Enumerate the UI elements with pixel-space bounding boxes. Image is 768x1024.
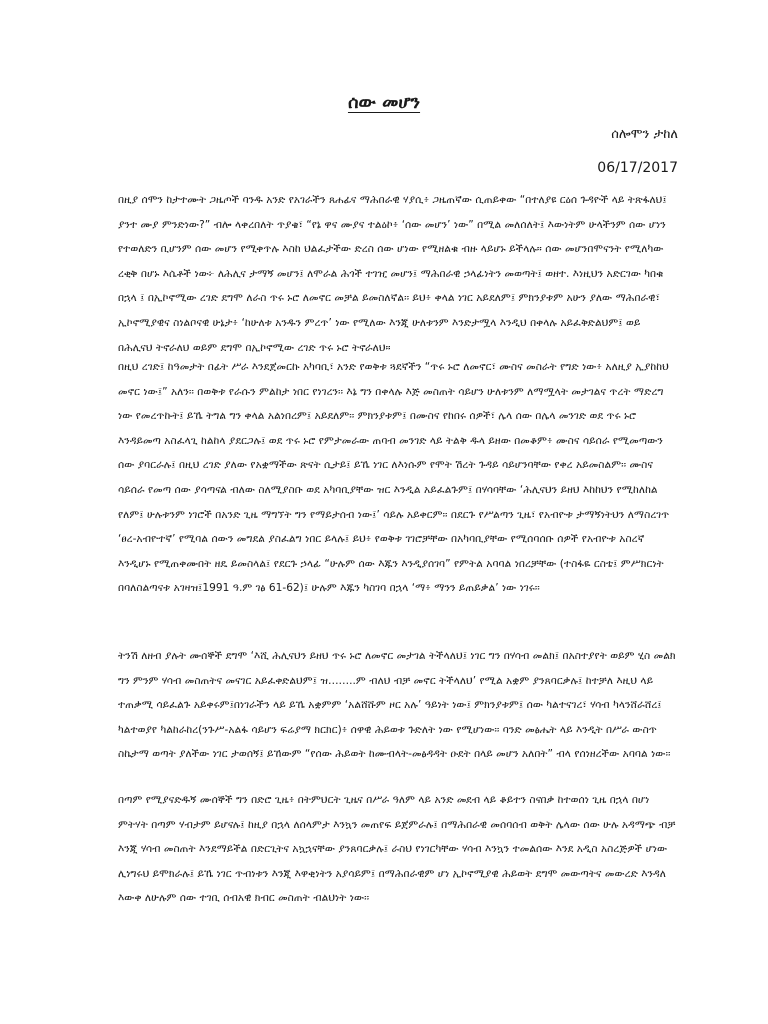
paragraph-2: በዚህ ረገድ፤ ከዓመታት በፊት ሥራ እንደጀመርኩ አካባቢ፣ አንድ የወቅቱ ጓደኛችን “ጥሩ ኑሮ ለመኖር፣ ሙስና መስራት የግድ ነው፥ አለዚያ ኢያከከህ መኖር ነው፤” አለን፡፡ በወቅቱ የራሱን ምልከታ ነበር የነገረን፡፡ እኔ ግን በቀላሉ እጅ መስጠት ሳይሆን ሁለቱንም ለማሟላት መታገልና ጥረት ማድረግ ነው የመረጥኩት፤ ይኼ ትግል ግን ቀላል አልነበረም፤ አይደለም፡፡ ምክንያቱም፤ በሙስና የከበሩ ሰዎች፣ ሌላ ሰው በሌላ መንገድ ወደ ጥሩ ኑሮ እንዳይመጣ አስፈላጊ ከልከላ ያደርጋሉ፤ ወደ ጥሩ ኑሮ የምታመራው ጠባብ መንገድ ላይ ትልቅ ዱላ ይዘው በመቆም፥ ሙስና ሳይሰራ የሚመጣውን ሰው ያባርራሉ፤ በዚህ ረገድ ያለው የአቋማችው ጽናት ሲታይ፤ ይኼ ነገር ለእነሱም የሞት ሽረት ጉዳይ ሳይሆንባቸው የቀረ አይመስልም፡፡ ሙስና ሳይሰራ የመጣ ሰው ያሳጣናል ብለው ስለሚያስቡ ወደ አካባቢያቸው ዝር እንዲል አይፈልጉም፤ በሃሳባቸው ‘ሕሊናህን ይዘህ እከከህን የሚከለከል የለም፤ ሁሉቱንም ነገሮች በአንድ ጊዜ ማግኘት ግን የማይታሰብ ነው፤’ ሳይሉ አይቀርም፡፡ በደርጉ የሥልጣን ጊዜ፣ የአብዮቱ ታማኝነትህን ለማስረገጥ ‘ፀረ-አብዮተኛ’ የሚባል ሰውን መግደል ያስፈልግ ነበር ይላሉ፤ ይህ፥ የወቅቱ ገገሮቻቸው በአካባቢያቸው የሚሰባሰቡ ሰዎች የአብዮቱ አስረኛ እንዲሆኑ የሚጠቀሙበት ዘዴ ይመስላል፤ የደርጉ ኃላፊ “ሁሉም ሰው እጁን እንዲያሰገባ” የምትል አባባል ነበረቻቸው (ተስፋዬ ርስቴ፤ ምሥክርነት በባለስልጣናቱ አገዛዝ፤1991 ዓ.ም ገፅ 61-62)፤ ሁሉም እጁን ካስገባ በኋላ ‘ማ፥ ማንን ይጠይቃል’ ነው ነገሩ፡፡ [118, 361, 670, 595]
paragraph-4: በጣም የሚያናድዱኝ ሙሰኞች ግን በድሮ ጊዜ፥ በትምህርት ጊዜና በሥራ ዓለም ላይ አንድ መደብ ላይ ቆይተን ስናበቃ ከተወሰነ ጊዜ በኋላ በሆነ ምትሃት በጣም ሃብታም ይሆናሉ፤ ከዚያ በኋላ ለሰላምታ እንኳን መጠየፍ ይጀምራሉ፤ በማሕበራዊ መሰባሰብ ወቅት ሌላው ሰው ሁሉ አዳማጭ ብቻ እንጂ ሃሳብ መስጠት እንደማይችል በድርጊትና አኳኋናቸው ያንጸባርቃሉ፤ ራስህ የነገርካቸው ሃሳብ እንኳን ተመልሰው እንደ አዲስ አስረጅዎች ሆነው ሊነግሩህ ይሞክራሉ፤ ይኼ ነገር ጥብነቱን እንጂ እዋቂነትን አያሳይም፤ በማሕበራዊም ሆነ ኢኮኖሚያዊ ሕይወት ደግሞ መውጣትና መውረድ እንዳለ እውቀ ለሁሉም ሰው ተገቢ ሰብአዊ ክብር መስጠት ብልህነት ነው፡፡ [118, 794, 676, 905]
document-date: 06/17/2017 [597, 160, 678, 176]
author-name: ሰሎሞን ታከለ [611, 127, 678, 142]
paragraph-1: በዚያ ሰሞን ከታተሙት ጋዜጦች ባንዱ አንድ የአገራችን ጸሐፊና ማሕበራዊ ሃያሲ፥ ጋዜጠኛው ሲጠይቀው “በተለያዩ ርዕሰ ጉዳዮች ላይ ትጽፋለህ፤ ያንተ ሙያ ምንድነው?” ብሎ ላቀረበለት ጥያቄ፣ “የኔ ዋና ሙያና ተልዕኮ፥ ‘ሰው መሆን’ ነው” በሚል መለሰለት፤ እውነትም ሁላችንም ሰው ሆነን የተወለድን ቢሆንም ሰው መሆን የሚቀጥሉ እስከ ህልፈታችው ድረስ ሰው ሆነው የሚዘልቁ ብዙ ላይሆኑ ይችላሉ። ሰው መሆንበሞናንት የሚለካው ረቂቅ በሆኑ እሴቶች ነው፦ ለሕሊና ታማኝ መሆን፤ ለሞራል ሕጎች ተገዢ መሆን፤ ማሕበራዊ ኃላፊነትን መወጣት፤ ወዘተ. እነዚህን አድርገው ካበቁ በኋላ ፤ በኢኮኖሚው ረገድ ደግሞ ለራስ ጥሩ ኑሮ ለመኖር መቻል ይመስለኛል፡፡ ይህ፥ ቀላል ነገር አይደለም፤ ምክንያቱም አሁን ያለው ማሕበራዊ፣ ኢኮኖሚያዊና ስነልቦናዊ ሁኔታ፥ ‘ከሁለቱ አንዱን ምረጥ’ ነው የሚለው እንጂ ሁለቱንም እንድታሟላ እንዲህ በቀላሉ አይፈቅድልህም፤ ወይ በሕሊናህ ትኖራለህ ወይም ደግሞ በኢኮኖሚው ረገድ ጥሩ ኑሮ ትኖራለህ። [118, 194, 667, 354]
document-title: ሰው መሆን [347, 92, 421, 113]
paragraph-3: ትንሽ ለዘብ ያሉት ሙሰኞች ደግሞ ‘እሺ ሕሊናህን ይዘህ ጥሩ ኑሮ ለመኖር መታገል ትችላለህ፤ ነገር ግን በሃሳብ መልክ፤ በአስተያየት ወይም ሂስ መልክ ግን ምንም ሃሳብ መስጠትና መናገር አይፈቀድልህም፤ ዝ……..ም ብለህ ብቻ መኖር ትችላለህ’ የሚል አቋም ያንጸባርቃሉ፤ ከተቻለ እዚህ ላይ ተጠቃሚ ሳይፈልጉ አይቀሩም፤በነገራችን ላይ ይኼ አቋምም ‘አልሸሹም ዞር አሉ’ ዓይነት ነው፤ ምክንያቱም፤ ሰው ካልተናገረ፣ ሃሳብ ካላንሸራሸረ፤ ካልተወያየ ካልከራከረ(ንጉሥ-አልፋ ሳይሆን ፍሬያማ ክርክር)፥ ሰዋዊ ሕይወቱ ጉድለት ነው የሚሆነው፡፡ ባንድ መፅሔት ላይ እንዲት በሥራ ውስጥ ስኬታማ ወጣት ያለችው ነገር ታወሰኝ፤ ይኸውም “የሰው ሕይወት ከሙብላት-መፅዳዳት ዑደት በላይ መሆን አለበት” ብላ የሰነዘረችው አባባል ነው፡፡ [118, 650, 676, 761]
